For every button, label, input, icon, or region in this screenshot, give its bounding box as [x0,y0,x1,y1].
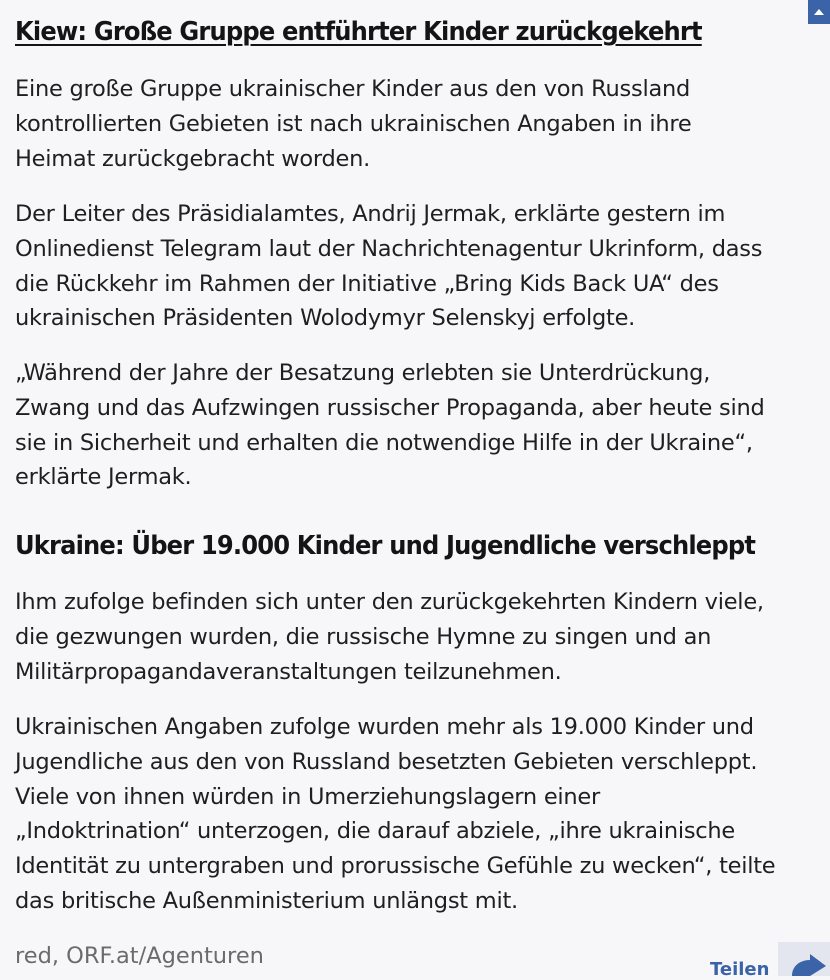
text-line: Identität zu untergraben und prorussische Gefühle zu wecken“, teilte [15,853,776,880]
share-button[interactable] [700,942,830,980]
arrow-up-icon [813,7,825,17]
text-line: Viele von ihnen würden in Umerziehungslagern einer [15,783,601,810]
text-line: Eine große Gruppe ukrainischer Kinder aus den von Russland [15,76,691,102]
text-line: kontrollierten Gebieten ist nach ukrainischen Angaben in ihre [15,110,692,137]
text-line: „Während der Jahre der Besatzung erlebten sie Unterdrückung, [15,360,711,386]
share-label: Teilen [710,959,770,980]
text-line: die gezwungen wurden, die russische Hymne zu singen und an [15,623,712,650]
paragraph-quote [15,356,825,495]
paragraph-jermak-statement [15,197,825,336]
text-line: Zwang und das Aufzwingen russischer Propaganda, aber heute sind [15,394,765,421]
text-line: ukrainischen Präsidenten Wolodymyr Selenskyj erfolgte. [15,305,636,332]
share-arrow-icon [778,942,830,976]
source-credit: red, ORF.at/Agenturen [15,943,264,969]
text-line: das britische Außenministerium unlängst mit. [15,887,518,914]
text-line: „Indoktrination“ unterzogen, die darauf abziele, „ihre ukrainische [15,818,736,845]
text-line: Onlinedienst Telegram laut der Nachrichtenagentur Ukrinform, dass [15,235,763,262]
text-line: Heimat zurückgebracht worden. [15,145,371,172]
share-icon-box [778,942,830,976]
text-line: Militärpropagandaveranstaltungen teilzunehmen. [15,658,562,685]
paragraph-deportation-figures [15,710,825,919]
text-line: Ihm zufolge befinden sich unter den zurückgekehrten Kindern viele, [15,589,764,615]
headline-link[interactable]: Kiew: Große Gruppe entführter Kinder zurückgekehrt [15,17,702,47]
text-line: Der Leiter des Präsidialamtes, Andrij Jermak, erklärte gestern im [15,201,726,227]
text-line: erklärte Jermak. [15,464,192,491]
scroll-to-top-button[interactable] [808,0,830,24]
text-line: Ukrainischen Angaben zufolge wurden mehr als 19.000 Kinder und [15,714,754,740]
subheadline: Ukraine: Über 19.000 Kinder und Jugendliche verschleppt [15,531,756,561]
paragraph-returned-children [15,585,825,689]
text-line: sie in Sicherheit und erhalten die notwendige Hilfe in der Ukraine“, [15,429,753,456]
text-line: die Rückkehr im Rahmen der Initiative „Bring Kids Back UA“ des [15,270,719,297]
text-line: Jugendliche aus den von Russland besetzten Gebieten verschleppt. [15,748,758,775]
paragraph-intro [15,72,825,176]
